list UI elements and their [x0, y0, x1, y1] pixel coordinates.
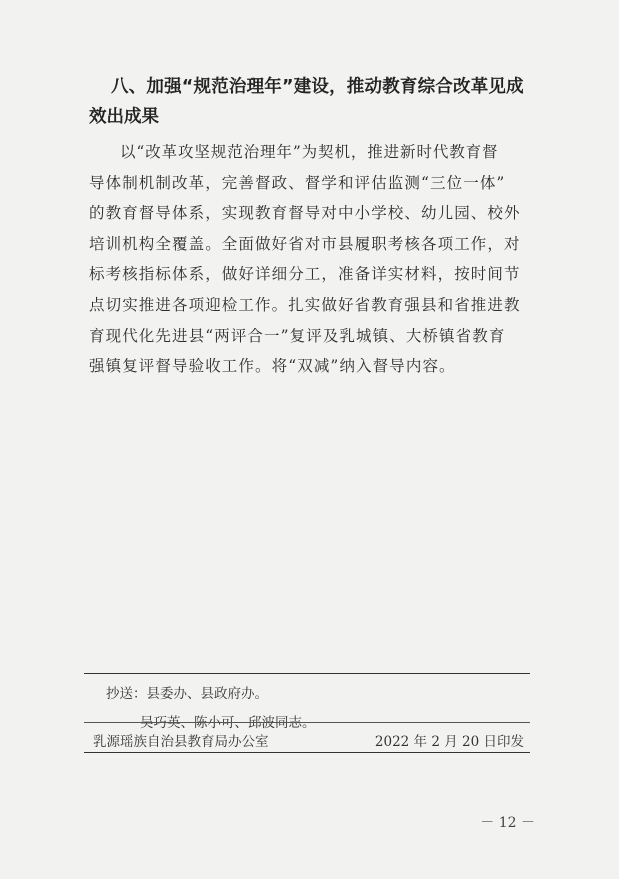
- body-line: 培训机构全覆盖。全面做好省对市县履职考核各项工作，对: [89, 234, 521, 253]
- section-heading: [89, 72, 529, 132]
- issuer-office: 乳源瑶族自治县教育局办公室: [93, 734, 269, 750]
- body-line: 导体制机制改革，完善督政、督学和评估监测“三位一体”: [89, 173, 506, 192]
- body-line: 以“改革攻坚规范治理年”为契机，推进新时代教育督: [120, 143, 499, 161]
- body-line: 的教育督导体系，实现教育督导对中小学校、幼儿园、校外: [89, 204, 521, 223]
- section-body: [89, 137, 535, 382]
- section-heading-line-2: 效出成果: [89, 107, 159, 127]
- section-heading-line-1: 八、加强“规范治理年”建设，推动教育综合改革见成: [111, 77, 524, 97]
- page-number: － 12 －: [480, 815, 535, 831]
- cc-line: 抄送：县委办、县政府办。: [106, 686, 268, 702]
- cc-line: 吴巧英、陈小可、邱波同志。: [140, 715, 316, 731]
- footer-top-rule: [84, 673, 530, 674]
- footer-middle-rule: [84, 722, 530, 723]
- issue-date: 2022 年 2 月 20 日印发: [374, 734, 524, 750]
- body-line: 强镇复评督导验收工作。将“双减”纳入督导内容。: [89, 357, 456, 376]
- body-line: 育现代化先进县“两评合一”复评及乳城镇、大桥镇省教育: [89, 326, 506, 345]
- footer-bottom-rule: [84, 752, 530, 753]
- body-line: 标考核指标体系，做好详细分工，准备详实材料，按时间节: [89, 265, 521, 284]
- body-line: 点切实推进各项迎检工作。扎实做好省教育强县和省推进教: [89, 295, 521, 314]
